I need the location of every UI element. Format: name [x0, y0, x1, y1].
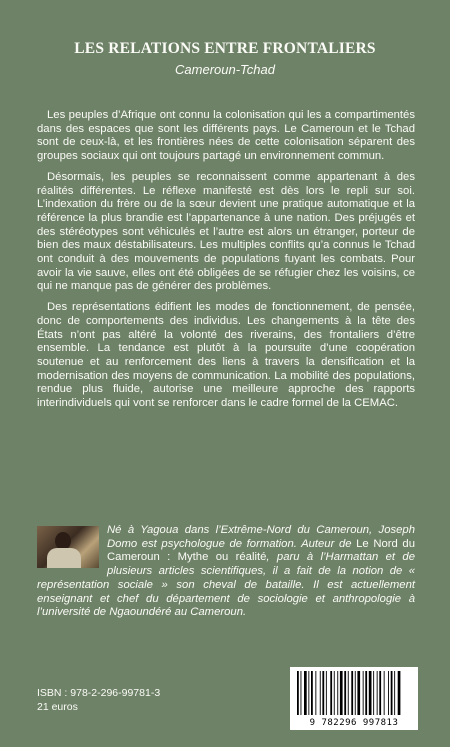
book-title: LES RELATIONS ENTRE FRONTALIERS [74, 40, 376, 57]
author-bio [37, 524, 415, 620]
blurb-paragraph-2: Désormais, les peuples se reconnaissent comme appartenant à des réalités différentes. Le réflexe manifesté est dès lors le repli sur soi. L’indexation du frère ou de la sœur devient une pratique automatique et la référence la plus brandie est l’appartenance à une nation. Des préjugés et des stéréotypes sont véhiculés et l’autre est alors un étranger, porteur de bien des maux déstabilisateurs. Les multiples conflits qu’a connus le Tchad ont conduit à des mouvements de populations fuyant les combats. Pour avoir la vie sauve, elles ont été obligées de se réfugier chez les voisins, ce qui ne manque pas de générer des problèmes. [37, 170, 415, 293]
author-bio-text-1: Né à Yagoua dans l’Extrême-Nord du Cameroun, Joseph Domo est psychologue de formation. Auteur de [107, 524, 415, 550]
blurb-paragraph-1: Les peuples d’Afrique ont connu la colonisation qui les a compartimentés dans des espaces que sont les différents pays. Le Cameroun et le Tchad sont de ceux-là, et les frontières nées de cette colonisation séparent des groupes sociaux qui ont toujours partagé un environnement commun. [37, 109, 415, 163]
barcode-bars [296, 671, 412, 715]
author-bio-text-2: , paru à l’Harmattan et de plusieurs articles scientifiques, il a fait de la notion de « représentation sociale » son cheval de bataille. Il est actuellement enseignant et chef du département de sociologie et anthropologie à l’université de Ngaoundéré au Cameroun. [37, 551, 415, 619]
isbn-number: ISBN : 978-2-296-99781-3 [37, 687, 161, 699]
blurb-paragraph-3: Des représentations édifient les modes de fonctionnement, de pensée, donc de comportements des individus. Les changements à la tête des États n’ont pas altéré la volonté des riverains, des frontaliers d’être ensemble. La tendance est plutôt à la poursuite d’une coopération soutenue et au renforcement des liens à travers la densification et la modernisation des moyens de communication. La mobilité des populations, rendue plus fluide, autorise une meilleure approche des rapports interindividuels qui vont se renforcer dans le cadre formel de la CEMAC. [37, 301, 415, 410]
barcode [290, 667, 418, 730]
book-subtitle: Cameroun-Tchad [175, 62, 275, 77]
price: 21 euros [37, 701, 78, 713]
author-photo [37, 526, 99, 568]
publication-info [37, 686, 160, 714]
blurb [37, 109, 415, 418]
barcode-digits: 9 782296 997813 [309, 718, 399, 728]
author-previous-work: Le Nord du Cameroun : Mythe ou réalité [107, 537, 415, 564]
